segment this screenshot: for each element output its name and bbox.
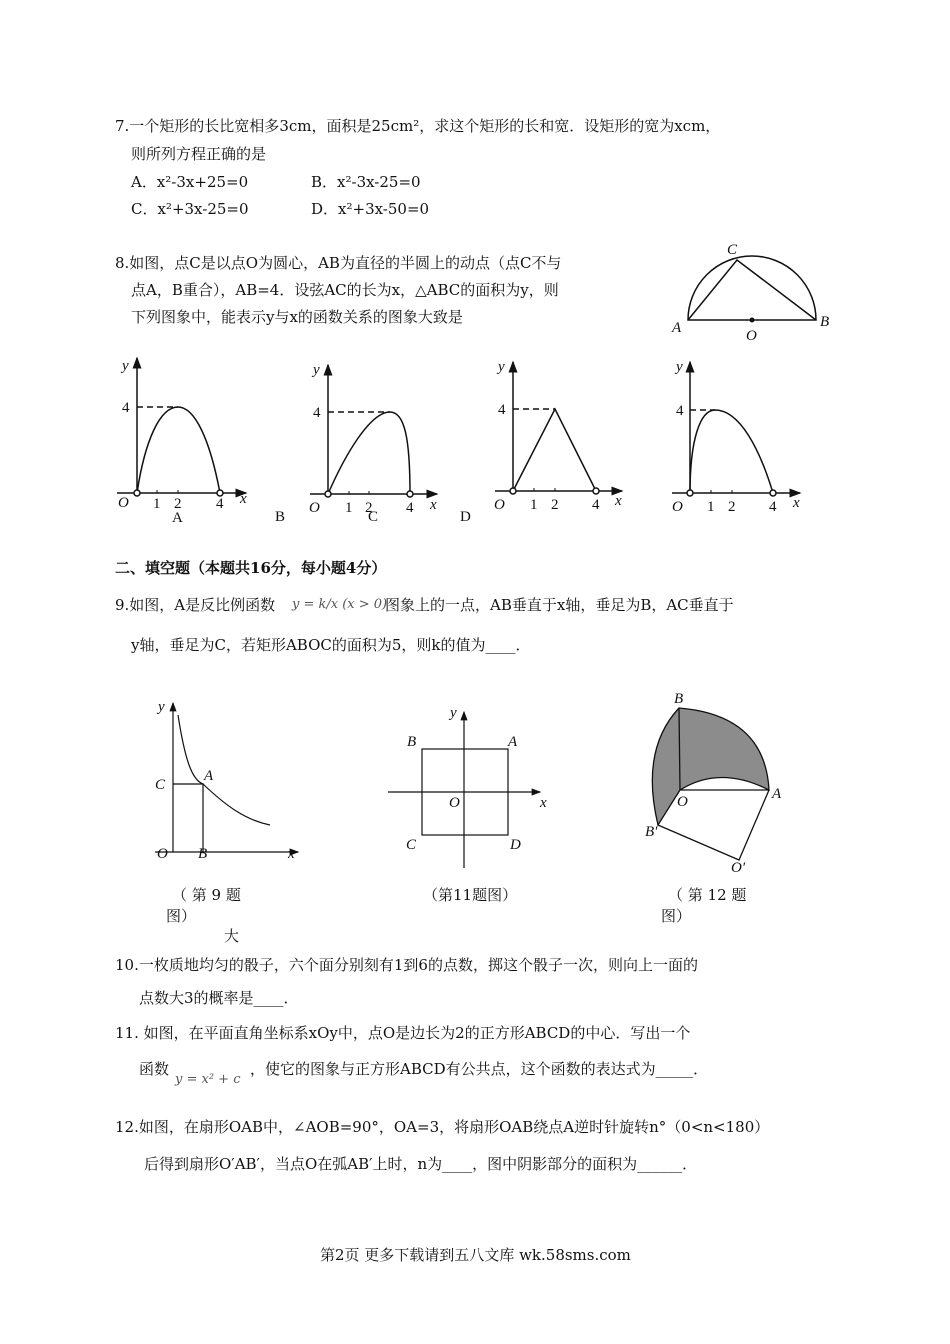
q9-line1a: 9.如图，A是反比例函数: [115, 596, 276, 614]
q11-line2a: 函数: [139, 1060, 170, 1078]
q8-line2: 点A，B重合），AB=4．设弦AC的长为x，△ABC的面积为y，则: [131, 281, 559, 299]
figure-label: 1: [345, 500, 353, 516]
graph-b: [310, 365, 437, 497]
figure-label: x: [288, 846, 295, 862]
figure-label: y: [122, 358, 129, 374]
fig12: [652, 708, 769, 860]
q9-line2: y轴，垂足为C，若矩形ABOC的面积为5，则k的值为____．: [131, 636, 531, 654]
q7-line1: 7.一个矩形的长比宽相多3cm，面积是25cm²，求这个矩形的长和宽．设矩形的宽为xcm，: [115, 117, 721, 135]
figure-label: D: [460, 509, 471, 525]
q8-label-c: C: [727, 242, 738, 258]
q7-line2: 则所列方程正确的是: [131, 145, 267, 163]
figure-label: C: [155, 777, 166, 793]
figure-label: y: [158, 699, 165, 715]
figure-label: 2: [551, 497, 559, 513]
figure-label: 4: [498, 402, 506, 418]
figure-label: y: [676, 359, 683, 375]
fig12-caption: （ 第 12 题: [668, 886, 747, 904]
figure-label: B: [674, 691, 684, 707]
q12-line2: 后得到扇形O′AB′，当点O在弧AB′上时，n为____，图中阴影部分的面积为______．: [144, 1155, 698, 1173]
figure-label: A: [508, 734, 518, 750]
figure-label: O: [677, 794, 688, 810]
fig11-caption: （第11题图）: [423, 886, 518, 904]
figure-label: C: [368, 509, 379, 525]
q8-line1: 8.如图，点C是以点O为圆心，AB为直径的半圆上的动点（点C不与: [115, 254, 562, 272]
fig9: [155, 703, 298, 852]
q11-line2b: ，使它的图象与正方形ABCD有公共点，这个函数的表达式为_____．: [250, 1060, 709, 1078]
fig12-caption-2: 图）: [661, 907, 692, 925]
figure-label: D: [510, 837, 521, 853]
figure-label: 2: [728, 499, 736, 515]
q8-label-o: O: [746, 328, 757, 344]
figure-label: O: [494, 497, 505, 513]
q8-label-b: B: [820, 314, 830, 330]
q9-line1b: 图象上的一点，AB垂直于x轴，垂足为B，AC垂直于: [385, 596, 734, 614]
figure-label: A: [172, 510, 183, 526]
figure-label: O: [449, 795, 460, 811]
stray-char: 大: [224, 927, 240, 945]
q7-option-d: D．x²+3x-50=0: [311, 200, 430, 218]
q8-line3: 下列图象中，能表示y与x的函数关系的图象大致是: [131, 308, 463, 326]
section-2-title: 二、填空题（本题共16分，每小题4分）: [115, 559, 387, 577]
page-footer: 第2页 更多下载请到五八文库 wk.58sms.com: [320, 1246, 631, 1264]
figure-label: x: [540, 795, 547, 811]
graph-c: [495, 362, 622, 494]
figure-label: B: [275, 509, 286, 525]
figure-label: O: [157, 846, 168, 862]
figure-label: x: [240, 491, 247, 507]
figure-label: B: [198, 846, 208, 862]
figure-label: C: [406, 837, 417, 853]
figure-label: O: [309, 500, 320, 516]
q10-line1: 10.一枚质地均匀的骰子，六个面分别刻有1到6的点数，掷这个骰子一次，则向上一面的: [115, 956, 698, 974]
fig11-labels: [406, 705, 547, 853]
figure-label: 4: [216, 496, 224, 512]
figure-label: 4: [122, 400, 130, 416]
figure-label: 2: [365, 500, 373, 516]
figure-label: y: [313, 362, 320, 378]
figure-label: y: [450, 705, 457, 721]
figure-label: B′: [645, 824, 658, 840]
graph-a: [117, 358, 246, 496]
fig9-caption-2: 图）: [166, 907, 197, 925]
fig9-labels: [155, 699, 295, 862]
graph-d-labels: [460, 359, 800, 525]
graph-b-labels: [275, 362, 437, 525]
figure-label: O: [118, 495, 129, 511]
figure-label: O′: [731, 860, 746, 876]
q12-line1: 12.如图，在扇形OAB中，∠AOB=90°，OA=3，将扇形OAB绕点A逆时针旋转n°（0<n<180）: [115, 1118, 770, 1136]
figure-label: 1: [530, 497, 538, 513]
figure-label: x: [793, 495, 800, 511]
figure-label: y: [498, 359, 505, 375]
q7-option-b: B．x²-3x-25=0: [311, 173, 421, 191]
figure-label: 4: [676, 403, 684, 419]
q11-formula: y = x² + c: [175, 1072, 241, 1087]
figure-label: 4: [592, 497, 600, 513]
figure-label: A: [204, 768, 214, 784]
figure-label: 1: [153, 496, 161, 512]
figure-label: 1: [707, 499, 715, 515]
q8-label-a: A: [672, 320, 682, 336]
graph-d: [672, 362, 800, 496]
figure-label: 2: [174, 496, 182, 512]
q7-option-a: A．x²-3x+25=0: [131, 173, 249, 191]
figure-label: 4: [313, 405, 321, 421]
figure-label: x: [430, 497, 437, 513]
q8-semicircle-figure: [688, 256, 816, 322]
figure-label: 4: [769, 499, 777, 515]
figure-label: O: [672, 499, 683, 515]
figure-label: x: [615, 493, 622, 509]
q7-option-c: C．x²+3x-25=0: [131, 200, 249, 218]
figure-label: B: [407, 734, 417, 750]
figure-label: 4: [406, 500, 414, 516]
fig9-caption: （ 第 9 题: [172, 886, 241, 904]
q10-line2: 点数大3的概率是____．: [139, 989, 299, 1007]
figure-label: A: [772, 786, 782, 802]
q11-line1: 11. 如图，在平面直角坐标系xOy中，点O是边长为2的正方形ABCD的中心．写出一个: [115, 1024, 691, 1042]
q9-formula: y = k/x (x > 0): [292, 597, 388, 612]
